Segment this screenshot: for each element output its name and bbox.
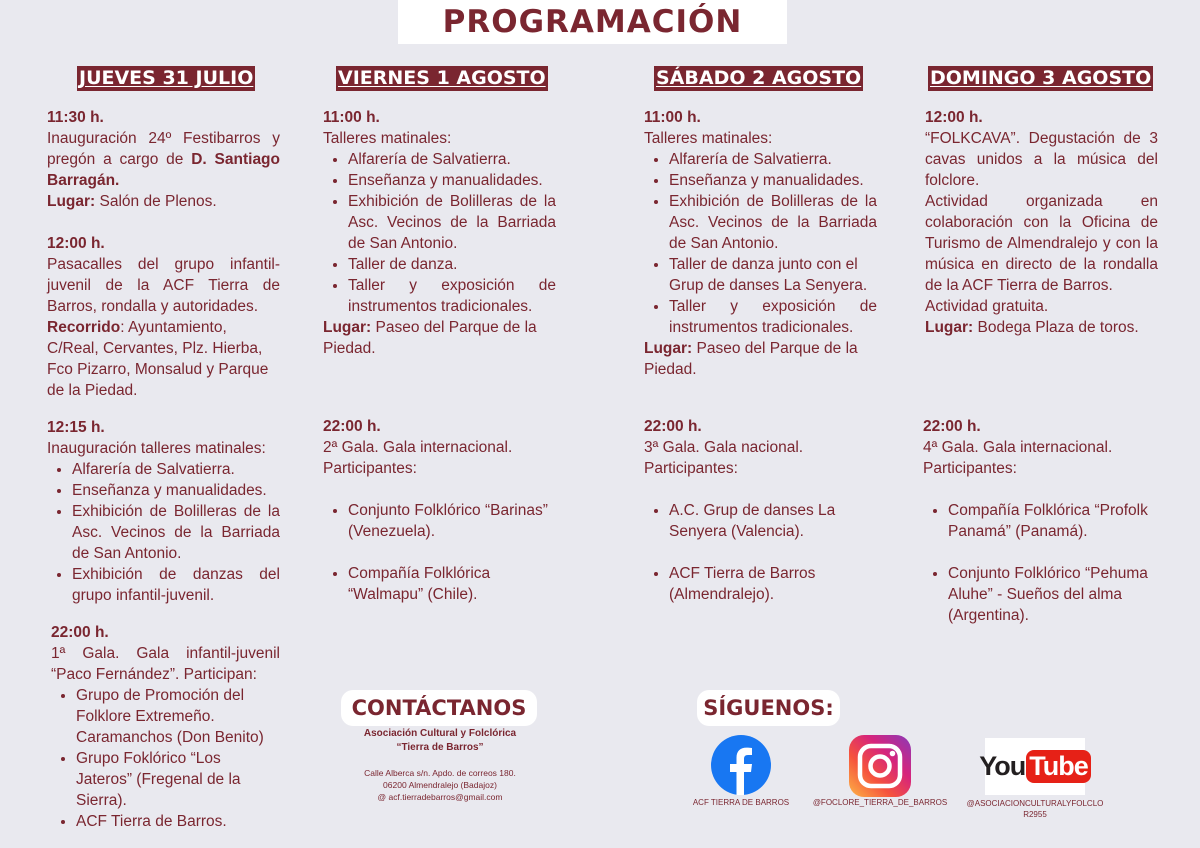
day-heading-sunday: DOMINGO 3 AGOSTO <box>930 67 1152 89</box>
youtube-label-line: @ASOCIACIONCULTURALYFOLCLO <box>966 799 1104 808</box>
contact-organization <box>320 727 560 755</box>
list-item: • Enseñanza y manualidades. <box>669 170 877 191</box>
list-item: • Exhibición de Bolilleras de la Asc. Vecinos de la Barriada de San Antonio. <box>348 191 556 254</box>
org-subname: “Tierra de Barros” <box>396 742 484 753</box>
event-block <box>923 416 1158 626</box>
event-block <box>47 233 280 401</box>
page-title-box <box>398 0 787 44</box>
youtube-label[interactable] <box>958 798 1112 820</box>
place-label: Lugar: <box>323 319 372 336</box>
facebook-icon[interactable] <box>711 735 771 795</box>
event-list <box>51 685 280 832</box>
list-item: • Alfarería de Salvatierra. <box>669 149 877 170</box>
page-title: PROGRAMACIÓN <box>442 4 743 40</box>
list-item: • Grupo de Promoción del Folklore Extremeño. Caramanchos (Don Benito) <box>76 685 280 748</box>
event-description: 3ª Gala. Gala nacional. <box>644 439 804 456</box>
list-item: • Compañía Folklórica “Walmapu” (Chile). <box>348 563 556 605</box>
youtube-logo-tube: Tube <box>1026 750 1091 783</box>
event-description <box>47 128 280 191</box>
list-item: • Taller y exposición de instrumentos tradicionales. <box>669 296 877 338</box>
list-item: • A.C. Grup de danses La Senyera (Valencia). <box>669 500 877 542</box>
email-link[interactable]: @ acf.tierradebarros@gmail.com <box>377 792 503 802</box>
event-block <box>644 107 877 380</box>
event-list <box>644 149 877 338</box>
instagram-label[interactable]: @FOCLORE_TIERRA_DE_BARROS <box>812 798 948 807</box>
place-label: Lugar: <box>925 319 974 336</box>
event-place <box>644 338 877 380</box>
list-item: • Enseñanza y manualidades. <box>348 170 556 191</box>
route-label: Recorrido <box>47 319 121 336</box>
list-item: • Alfarería de Salvatierra. <box>72 459 280 480</box>
event-text: Inauguración 24º Festibarros y pregón a cargo de <box>47 130 280 168</box>
list-item: • Taller de danza junto con el Grup de danses La Senyera. <box>669 254 877 296</box>
event-list <box>323 149 556 317</box>
list-item: • ACF Tierra de Barros. <box>76 811 280 832</box>
event-block <box>644 416 877 605</box>
list-item: • Exhibición de danzas del grupo infantil-juvenil. <box>72 564 280 606</box>
list-item: • Compañía Folklórica “Profolk Panamá” (Panamá). <box>948 500 1158 542</box>
event-time: 11:00 h. <box>644 109 701 126</box>
list-item: • Conjunto Folklórico “Pehuma Aluhe” - Sueños del alma (Argentina). <box>948 563 1158 626</box>
event-time: 22:00 h. <box>923 418 981 435</box>
day-column-friday <box>323 107 556 627</box>
place-value: Paseo del Parque de la Piedad. <box>323 319 537 357</box>
place-value: Salón de Plenos. <box>95 193 217 210</box>
list-item: • Grupo Foklórico “Los Jateros” (Fregenal de la Sierra). <box>76 748 280 811</box>
event-list <box>923 500 1158 626</box>
event-list <box>47 459 280 606</box>
event-time: 11:30 h. <box>47 109 104 126</box>
day-heading-friday: VIERNES 1 AGOSTO <box>338 67 546 89</box>
list-item: • Exhibición de Bolilleras de la Asc. Vecinos de la Barriada de San Antonio. <box>669 191 877 254</box>
event-time: 22:00 h. <box>644 418 702 435</box>
event-block <box>925 107 1158 338</box>
event-block <box>323 416 556 605</box>
event-speaker: D. Santiago Barragán. <box>47 151 280 189</box>
list-item: • Conjunto Folklórico “Barinas” (Venezuela). <box>348 500 556 542</box>
event-block <box>323 107 556 359</box>
day-column-sunday <box>925 107 1158 647</box>
event-place <box>323 317 556 359</box>
contact-address <box>320 767 560 803</box>
event-list <box>644 500 877 605</box>
list-item: • Alfarería de Salvatierra. <box>348 149 556 170</box>
event-block <box>47 417 280 606</box>
event-description: Pasacalles del grupo infantil-juvenil de la ACF Tierra de Barros, rondalla y autoridades. <box>47 256 280 315</box>
event-description: 2ª Gala. Gala internacional. <box>323 439 513 456</box>
day-heading-saturday: SÁBADO 2 AGOSTO <box>656 67 862 89</box>
instagram-icon[interactable] <box>849 735 911 797</box>
event-place <box>47 191 280 212</box>
event-description: 4ª Gala. Gala internacional. <box>923 439 1113 456</box>
event-list <box>323 500 556 605</box>
day-column-saturday <box>644 107 877 627</box>
event-time: 11:00 h. <box>323 109 380 126</box>
event-time: 22:00 h. <box>51 624 109 641</box>
event-description: 1ª Gala. Gala infantil-juvenil “Paco Fernández”. Participan: <box>51 645 280 683</box>
youtube-icon[interactable] <box>979 738 1088 795</box>
youtube-label-line: R2955 <box>1023 810 1047 819</box>
list-item: • Exhibición de Bolilleras de la Asc. Vecinos de la Barriada de San Antonio. <box>72 501 280 564</box>
list-item: • Taller y exposición de instrumentos tradicionales. <box>348 275 556 317</box>
event-time: 12:00 h. <box>925 109 983 126</box>
place-value: Bodega Plaza de toros. <box>973 319 1139 336</box>
event-participants-label: Participantes: <box>923 460 1017 477</box>
event-time: 22:00 h. <box>323 418 381 435</box>
event-route <box>47 317 280 401</box>
youtube-logo-you: You <box>979 751 1026 781</box>
event-time: 12:15 h. <box>47 419 105 436</box>
route-value: : Ayuntamiento, C/Real, Cervantes, Plz. Hierba, Fco Pizarro, Monsalud y Parque de la Piedad. <box>47 319 269 399</box>
event-block <box>51 622 280 832</box>
event-description: Inauguración talleres matinales: <box>47 440 266 457</box>
event-description: “FOLKCAVA”. Degustación de 3 cavas unidos a la música del folclore. <box>925 130 1158 189</box>
event-participants-label: Participantes: <box>644 460 738 477</box>
address-line: Calle Alberca s/n. Apdo. de correos 180. <box>364 768 516 778</box>
place-value: Paseo del Parque de la Piedad. <box>644 340 858 378</box>
org-name: Asociación Cultural y Folclórica <box>363 728 517 739</box>
list-item: • Taller de danza. <box>348 254 556 275</box>
place-label: Lugar: <box>47 193 96 210</box>
event-description: Talleres matinales: <box>323 130 452 147</box>
day-column-thursday <box>47 107 280 837</box>
event-block <box>47 107 280 212</box>
social-heading: SÍGUENOS: <box>697 690 840 726</box>
address-line: 06200 Almendralejo (Badajoz) <box>383 780 497 790</box>
event-note: Actividad gratuita. <box>925 298 1049 315</box>
event-description: Talleres matinales: <box>644 130 773 147</box>
event-place <box>925 317 1158 338</box>
contact-heading: CONTÁCTANOS <box>341 690 537 726</box>
list-item: • ACF Tierra de Barros (Almendralejo). <box>669 563 877 605</box>
facebook-label[interactable]: ACF TIERRA DE BARROS <box>692 798 790 807</box>
event-participants-label: Participantes: <box>323 460 417 477</box>
place-label: Lugar: <box>644 340 693 357</box>
event-time: 12:00 h. <box>47 235 105 252</box>
day-heading-thursday: JUEVES 31 JULIO <box>79 67 254 89</box>
event-details: Actividad organizada en colaboración con la Oficina de Turismo de Almendralejo y con la música en directo de la rondalla de la ACF Tierra de Barros. <box>925 193 1158 294</box>
list-item: • Enseñanza y manualidades. <box>72 480 280 501</box>
